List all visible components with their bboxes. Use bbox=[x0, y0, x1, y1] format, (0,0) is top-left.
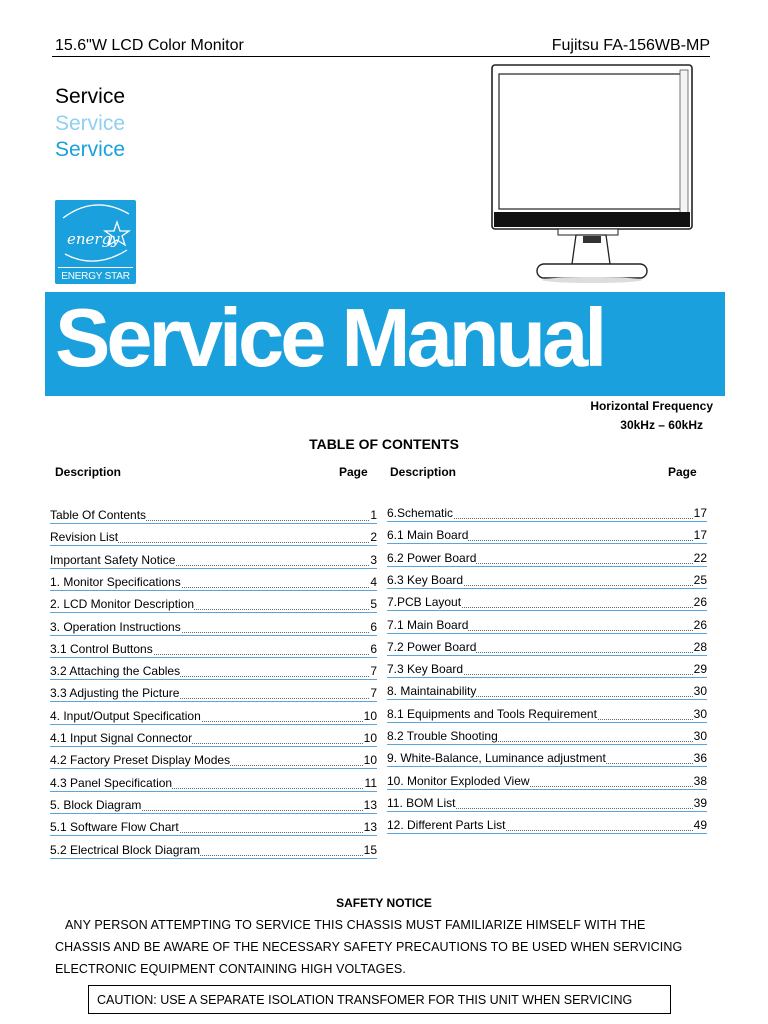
toc-entry[interactable] bbox=[387, 528, 707, 544]
toc-entry[interactable] bbox=[50, 731, 377, 747]
toc-entry-page: 6 bbox=[370, 641, 377, 656]
toc-entry[interactable] bbox=[50, 753, 377, 769]
toc-entry-title: 3. Operation Instructions bbox=[50, 619, 181, 634]
toc-entry-page: 36 bbox=[693, 751, 707, 766]
safety-notice-title: SAFETY NOTICE bbox=[336, 896, 432, 910]
toc-entry-page: 10 bbox=[363, 731, 377, 745]
toc-entry[interactable] bbox=[50, 843, 377, 859]
header-divider bbox=[52, 56, 710, 57]
toc-entry[interactable] bbox=[387, 751, 707, 767]
toc-entry[interactable] bbox=[387, 662, 707, 678]
toc-entry-page: 1 bbox=[370, 508, 377, 522]
energy-star-logo bbox=[55, 200, 136, 284]
toc-left-page-header: Page bbox=[339, 465, 368, 479]
service-word-1: Service bbox=[55, 85, 126, 108]
toc-entry-page: 6 bbox=[370, 619, 377, 634]
toc-entry[interactable] bbox=[50, 597, 377, 613]
toc-entry[interactable] bbox=[50, 709, 377, 725]
toc-entry-title: 4.3 Panel Specification bbox=[50, 775, 173, 790]
document-model-title: 15.6"W LCD Color Monitor bbox=[55, 37, 244, 54]
toc-entry-page: 38 bbox=[693, 773, 707, 788]
toc-entry-title: 12. Different Parts List bbox=[387, 818, 506, 833]
toc-entry-page: 13 bbox=[363, 797, 377, 812]
caution-box: CAUTION: USE A SEPARATE ISOLATION TRANSFOMER FOR THIS UNIT WHEN SERVICING bbox=[88, 985, 671, 1014]
service-word-3: Service bbox=[55, 138, 126, 161]
toc-entry-title: 4.1 Input Signal Connector bbox=[50, 731, 193, 745]
toc-entry-title: 3.1 Control Buttons bbox=[50, 641, 153, 656]
toc-entry-page: 30 bbox=[693, 729, 707, 743]
toc-entry-page: 17 bbox=[693, 506, 707, 520]
toc-entry-page: 25 bbox=[693, 572, 707, 587]
toc-entry[interactable] bbox=[50, 620, 377, 636]
toc-entry-title: 8. Maintainability bbox=[387, 684, 477, 699]
toc-entry-page: 10 bbox=[363, 708, 377, 723]
monitor-illustration bbox=[488, 64, 700, 284]
toc-entry[interactable] bbox=[387, 774, 707, 790]
toc-entry[interactable] bbox=[387, 618, 707, 634]
toc-entry[interactable] bbox=[50, 776, 377, 792]
toc-entry[interactable] bbox=[387, 640, 707, 656]
toc-entry-title: 6.1 Main Board bbox=[387, 528, 469, 543]
toc-entry-title: 4.2 Factory Preset Display Modes bbox=[50, 753, 231, 768]
toc-entry[interactable] bbox=[387, 729, 707, 745]
toc-entry[interactable] bbox=[50, 575, 377, 591]
safety-line-3: ELECTRONIC EQUIPMENT CONTAINING HIGH VOLTAGES. bbox=[55, 962, 406, 976]
toc-right-description-header: Description bbox=[390, 465, 457, 479]
toc-entry[interactable] bbox=[50, 553, 377, 569]
toc-entry-page: 13 bbox=[363, 820, 377, 835]
horizontal-frequency-label: Horizontal Frequency bbox=[590, 399, 713, 413]
energy-star-label: ENERGY STAR bbox=[61, 271, 130, 282]
toc-entry-page: 26 bbox=[693, 595, 707, 610]
toc-entry-page: 3 bbox=[370, 552, 377, 567]
toc-entry-title: 7.PCB Layout bbox=[387, 595, 462, 610]
toc-entry-title: 4. Input/Output Specification bbox=[50, 708, 201, 723]
toc-entry-title: 6.2 Power Board bbox=[387, 550, 477, 565]
toc-entry[interactable] bbox=[387, 707, 707, 723]
toc-entry-title: 7.1 Main Board bbox=[387, 617, 469, 632]
toc-entry[interactable] bbox=[387, 796, 707, 812]
toc-entry-title: 6.Schematic bbox=[387, 506, 454, 520]
toc-entry-title: Important Safety Notice bbox=[50, 552, 176, 567]
toc-entry[interactable] bbox=[387, 573, 707, 589]
toc-title: TABLE OF CONTENTS bbox=[309, 436, 459, 452]
toc-entry-title: 8.1 Equipments and Tools Requirement bbox=[387, 706, 597, 721]
toc-entry[interactable] bbox=[50, 508, 377, 524]
toc-entry-title: 9. White-Balance, Luminance adjustment bbox=[387, 751, 606, 766]
toc-left-description-header: Description bbox=[55, 465, 122, 479]
safety-line-2: CHASSIS AND BE AWARE OF THE NECESSARY SAFETY PRECAUTIONS TO BE USED WHEN SERVICING bbox=[55, 940, 683, 954]
toc-entry-title: 3.2 Attaching the Cables bbox=[50, 664, 181, 679]
toc-entry[interactable] bbox=[50, 642, 377, 658]
banner-title: Service Manual bbox=[55, 291, 604, 384]
toc-entry-page: 4 bbox=[370, 574, 377, 589]
toc-entry-page: 22 bbox=[693, 550, 707, 565]
toc-entry-title: 10. Monitor Exploded View bbox=[387, 773, 530, 788]
toc-entry-title: 5.2 Electrical Block Diagram bbox=[50, 842, 201, 857]
toc-entry-title: 5.1 Software Flow Chart bbox=[50, 820, 179, 835]
toc-entry-title: 2. LCD Monitor Description bbox=[50, 597, 195, 612]
toc-entry-page: 28 bbox=[693, 639, 707, 654]
toc-entry-page: 10 bbox=[363, 753, 377, 768]
toc-entry-page: 7 bbox=[370, 686, 377, 701]
toc-entry-title: 7.2 Power Board bbox=[387, 639, 477, 654]
toc-entry-page: 30 bbox=[693, 706, 707, 721]
toc-entry[interactable] bbox=[50, 820, 377, 836]
toc-entry[interactable] bbox=[50, 664, 377, 680]
toc-entry[interactable] bbox=[387, 818, 707, 834]
toc-entry-page: 39 bbox=[693, 795, 707, 810]
toc-entry-title: 8.2 Trouble Shooting bbox=[387, 729, 498, 743]
service-word-2: Service bbox=[55, 112, 126, 135]
toc-entry-title: 11. BOM List bbox=[387, 795, 456, 810]
toc-entry[interactable] bbox=[50, 686, 377, 702]
toc-entry-page: 49 bbox=[693, 818, 707, 833]
toc-entry-page: 26 bbox=[693, 617, 707, 632]
toc-entry-title: 3.3 Adjusting the Picture bbox=[50, 686, 180, 701]
toc-entry-page: 11 bbox=[364, 775, 377, 790]
toc-entry-title: Table Of Contents bbox=[50, 508, 147, 522]
toc-entry[interactable] bbox=[387, 684, 707, 700]
toc-entry[interactable] bbox=[387, 506, 707, 522]
toc-entry-page: 29 bbox=[693, 662, 707, 677]
toc-entry[interactable] bbox=[387, 595, 707, 611]
toc-entry-page: 30 bbox=[693, 684, 707, 699]
toc-right-page-header: Page bbox=[668, 465, 697, 479]
toc-entry-page: 17 bbox=[693, 528, 707, 543]
toc-entry-page: 5 bbox=[370, 597, 377, 612]
toc-entry-title: 6.3 Key Board bbox=[387, 572, 464, 587]
service-manual-banner bbox=[45, 292, 725, 396]
energy-star-icon bbox=[55, 200, 136, 266]
energy-script-text: energy bbox=[67, 230, 120, 248]
toc-entry[interactable] bbox=[50, 530, 377, 546]
toc-entry-page: 15 bbox=[363, 842, 377, 857]
safety-line-1: ANY PERSON ATTEMPTING TO SERVICE THIS CHASSIS MUST FAMILIARIZE HIMSELF WITH THE bbox=[65, 918, 646, 932]
toc-entry-title: 7.3 Key Board bbox=[387, 662, 464, 677]
toc-entry[interactable] bbox=[50, 798, 377, 814]
toc-entry-title: Revision List bbox=[50, 530, 119, 545]
document-brand-model: Fujitsu FA-156WB-MP bbox=[551, 37, 710, 54]
toc-entry-title: 5. Block Diagram bbox=[50, 797, 142, 812]
toc-entry-title: 1. Monitor Specifications bbox=[50, 574, 181, 589]
toc-entry[interactable] bbox=[387, 551, 707, 567]
horizontal-frequency-value: 30kHz – 60kHz bbox=[620, 418, 703, 432]
toc-entry-page: 7 bbox=[370, 664, 377, 679]
toc-entry-page: 2 bbox=[370, 530, 377, 545]
